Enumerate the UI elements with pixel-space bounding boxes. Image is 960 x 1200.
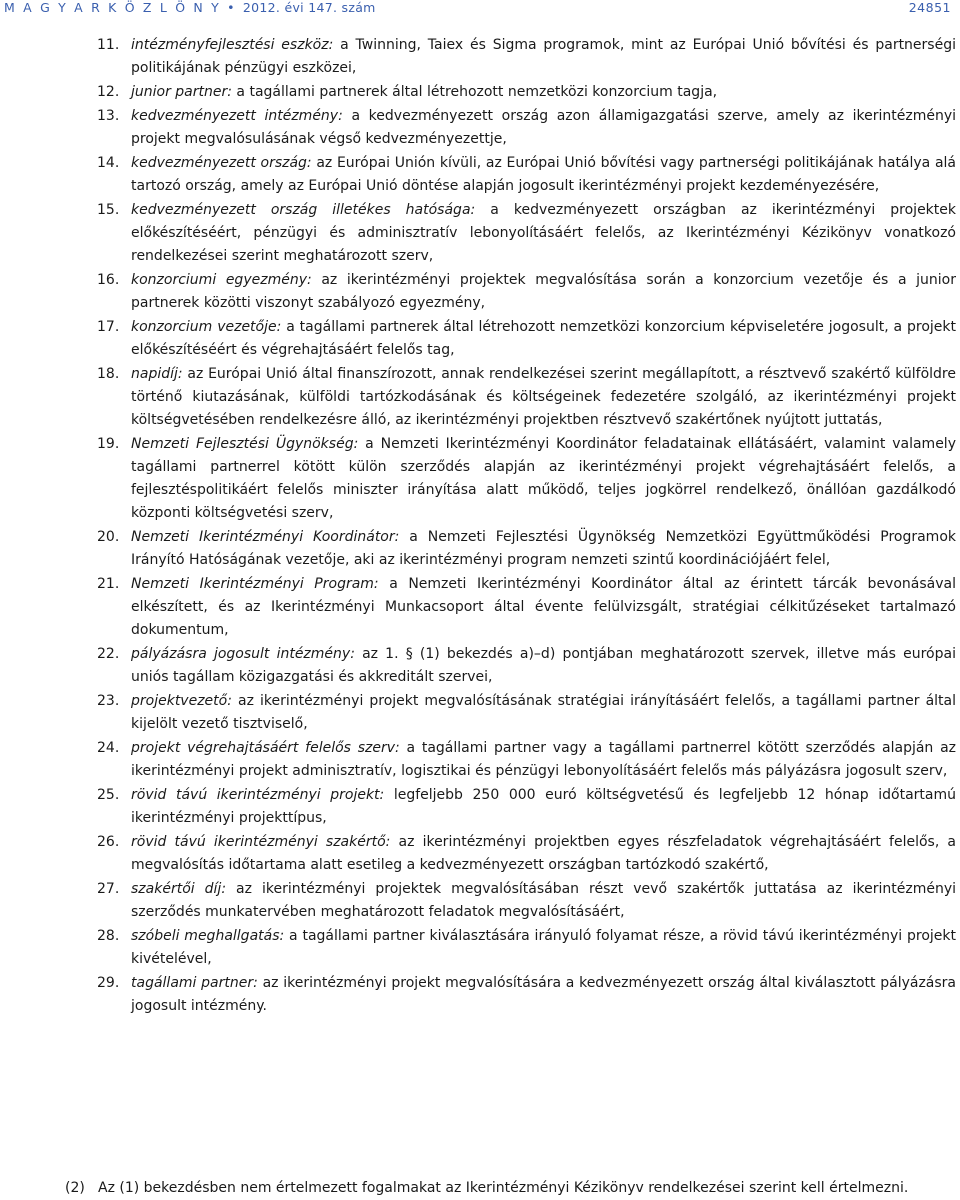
issue-label: 2012. évi 147. szám [242,0,376,15]
definition-text: az ikerintézményi projektek megvalósításában részt vevő szakértők juttatása az ikerintézményi szerződés munkatervében meghatározott feladatok megvalósításáért, [131,881,956,920]
definition-item [0,363,960,432]
paragraph-text: Az (1) bekezdésben nem értelmezett fogalmakat az Ikerintézményi Kézikönyv rendelkezései szerint kell értelmezni. [98,1180,909,1196]
definition-number: 15. [97,202,120,218]
definition-item [0,433,960,525]
definition-term: rövid távú ikerintézményi szakértő: [131,834,391,850]
paragraph-number: (2) [65,1180,85,1196]
definition-term: konzorcium vezetője: [131,319,282,335]
definition-number: 24. [97,740,120,756]
definition-term: szóbeli meghallgatás: [131,928,285,944]
page-number: 24851 [908,0,951,15]
definition-term: Nemzeti Fejlesztési Ügynökség: [131,436,359,452]
definition-number: 13. [97,108,120,124]
definition-term: Nemzeti Ikerintézményi Koordinátor: [131,529,400,545]
definition-text: a Nemzeti Ikerintézményi Koordinátor által az érintett tárcák bevonásával elkészített, és az Ikerintézményi Munkacsoport által évente felülvizsgált, stratégiai célkitűzéseket tartalmazó dokumentum, [131,576,956,638]
definition-text: az ikerintézményi projekt megvalósításának stratégiai irányításáért felelős, a tagállami partner által kijelölt vezető tisztviselő, [131,693,956,732]
header-bullet: • [227,0,237,15]
definition-item [0,831,960,877]
definition-text: a Twinning, Taiex és Sigma programok, mint az Európai Unió bővítési és partnerségi politikájának pénzügyi eszközei, [131,37,956,76]
definition-number: 29. [97,975,120,991]
definition-item [0,643,960,689]
definition-text: az Európai Unión kívüli, az Európai Unió bővítési vagy partnerségi politikájának hatálya alá tartozó ország, amely az Európai Unió döntése alapján jogosult ikerintézményi projekt kezdeményezésére, [131,155,956,194]
definition-term: szakértői díj: [131,881,227,897]
definition-term: kedvezményezett ország: [131,155,312,171]
definition-number: 26. [97,834,120,850]
definition-number: 23. [97,693,120,709]
definition-number: 21. [97,576,120,592]
definition-text: az ikerintézményi projektek megvalósítása során a konzorcium vezetője és a junior partnerek közötti viszonyt szabályozó egyezmény, [131,272,957,311]
definition-number: 11. [97,37,120,53]
definition-number: 20. [97,529,120,545]
journal-header [4,0,376,15]
definition-item [0,34,960,80]
page-header [0,0,960,20]
definition-number: 16. [97,272,120,288]
definition-item [0,81,960,104]
definition-text: az 1. § (1) bekezdés a)–d) pontjában meghatározott szervek, illetve más európai uniós tagállam közigazgatási és akkreditált szervei, [131,646,956,685]
definition-term: junior partner: [131,84,232,100]
definition-term: rövid távú ikerintézményi projekt: [131,787,385,803]
definition-text: legfeljebb 250 000 euró költségvetésű és legfeljebb 12 hónap időtartamú ikerintézményi projekttípus, [131,787,956,826]
definition-text: a Nemzeti Fejlesztési Ügynökség Nemzetközi Együttműködési Programok Irányító Hatóságának vezetője, aki az ikerintézményi program nemzeti szintű koordinációjáért felel, [131,529,956,568]
definition-text: a tagállami partnerek által létrehozott nemzetközi konzorcium tagja, [231,84,718,100]
definition-item [0,316,960,362]
definition-item [0,526,960,572]
definition-term: projektvezető: [131,693,232,709]
definition-item [0,878,960,924]
definition-number: 27. [97,881,120,897]
definition-text: a kedvezményezett országban az ikerintézményi projektek előkészítéséért, pénzügyi és adminisztratív lebonyolításáért felelős, az Ikerintézményi Kézikönyv vonatkozó rendelkezései szerint meghatározott szerv, [131,202,956,264]
definition-item [0,737,960,783]
definition-term: intézményfejlesztési eszköz: [131,37,334,53]
definition-text: a kedvezményezett ország azon államigazgatási szerve, amely az ikerintézményi projekt megvalósulásának végső kedvezményezettje, [131,108,956,147]
definition-number: 25. [97,787,120,803]
definition-number: 14. [97,155,120,171]
definition-item [0,105,960,151]
definition-term: projekt végrehajtásáért felelős szerv: [131,740,400,756]
definition-text: a Nemzeti Ikerintézményi Koordinátor feladatainak ellátásáért, valamint valamely tagállami partnerrel kötött külön szerződés alapján az ikerintézményi projekt végrehajtásáért felelős, a fejlesztéspolitikáért felelős miniszter irányítása alatt működő, teljes jogkörrel rendelkező, önállóan gazdálkodó központi költségvetési szerv, [131,436,956,521]
definition-item [0,690,960,736]
definition-item [0,199,960,268]
definition-item [0,972,960,1018]
definition-item [0,269,960,315]
definition-term: pályázásra jogosult intézmény: [131,646,355,662]
definition-number: 17. [97,319,120,335]
definition-term: Nemzeti Ikerintézményi Program: [131,576,379,592]
definition-text: az ikerintézményi projekt megvalósítására a kedvezményezett ország által kiválasztott pályázásra jogosult intézmény. [131,975,957,1014]
definition-term: kedvezményezett ország illetékes hatósága: [131,202,476,218]
definition-text: az ikerintézményi projektben egyes részfeladatok végrehajtásáért felelős, a megvalósítás időtartama alatt esetileg a kedvezményezett országban tartózkodó szakértő, [131,834,956,873]
definition-text: a tagállami partner kiválasztására irányuló folyamat része, a rövid távú ikerintézményi projekt kivételével, [131,928,957,967]
definition-term: konzorciumi egyezmény: [131,272,312,288]
definition-item [0,784,960,830]
definition-item [0,573,960,642]
definition-item [0,925,960,971]
definition-number: 18. [97,366,120,382]
definition-text: a tagállami partnerek által létrehozott nemzetközi konzorcium képviseletére jogosult, a projekt előkészítéséért és végrehajtásáért felelős tag, [131,319,956,358]
definition-term: napidíj: [131,366,183,382]
journal-title: M A G Y A R K Ö Z L Ö N Y [4,0,221,15]
definition-term: kedvezményezett intézmény: [131,108,343,124]
definition-text: a tagállami partner vagy a tagállami partnerrel kötött szerződés alapján az ikerintézményi projekt adminisztratív, logisztikai és pénzügyi lebonyolításáért felelős más pályázásra jogosult szerv, [131,740,956,779]
definition-number: 12. [97,84,120,100]
definition-term: tagállami partner: [131,975,258,991]
definition-text: az Európai Unió által finanszírozott, annak rendelkezései szerint megállapított, a résztvevő szakértő külföldre történő kiutazásának, külföldi tartózkodásának és költségeinek fedezetére szolgáló, az ikerintézményi projekt költségvetésében rendelkezésre álló, az ikerintézményi projektben résztvevő szakértőnek nyújtott juttatás, [131,366,956,428]
definition-number: 19. [97,436,120,452]
definitions-list [0,34,960,1019]
definition-number: 22. [97,646,120,662]
definition-number: 28. [97,928,120,944]
definition-item [0,152,960,198]
